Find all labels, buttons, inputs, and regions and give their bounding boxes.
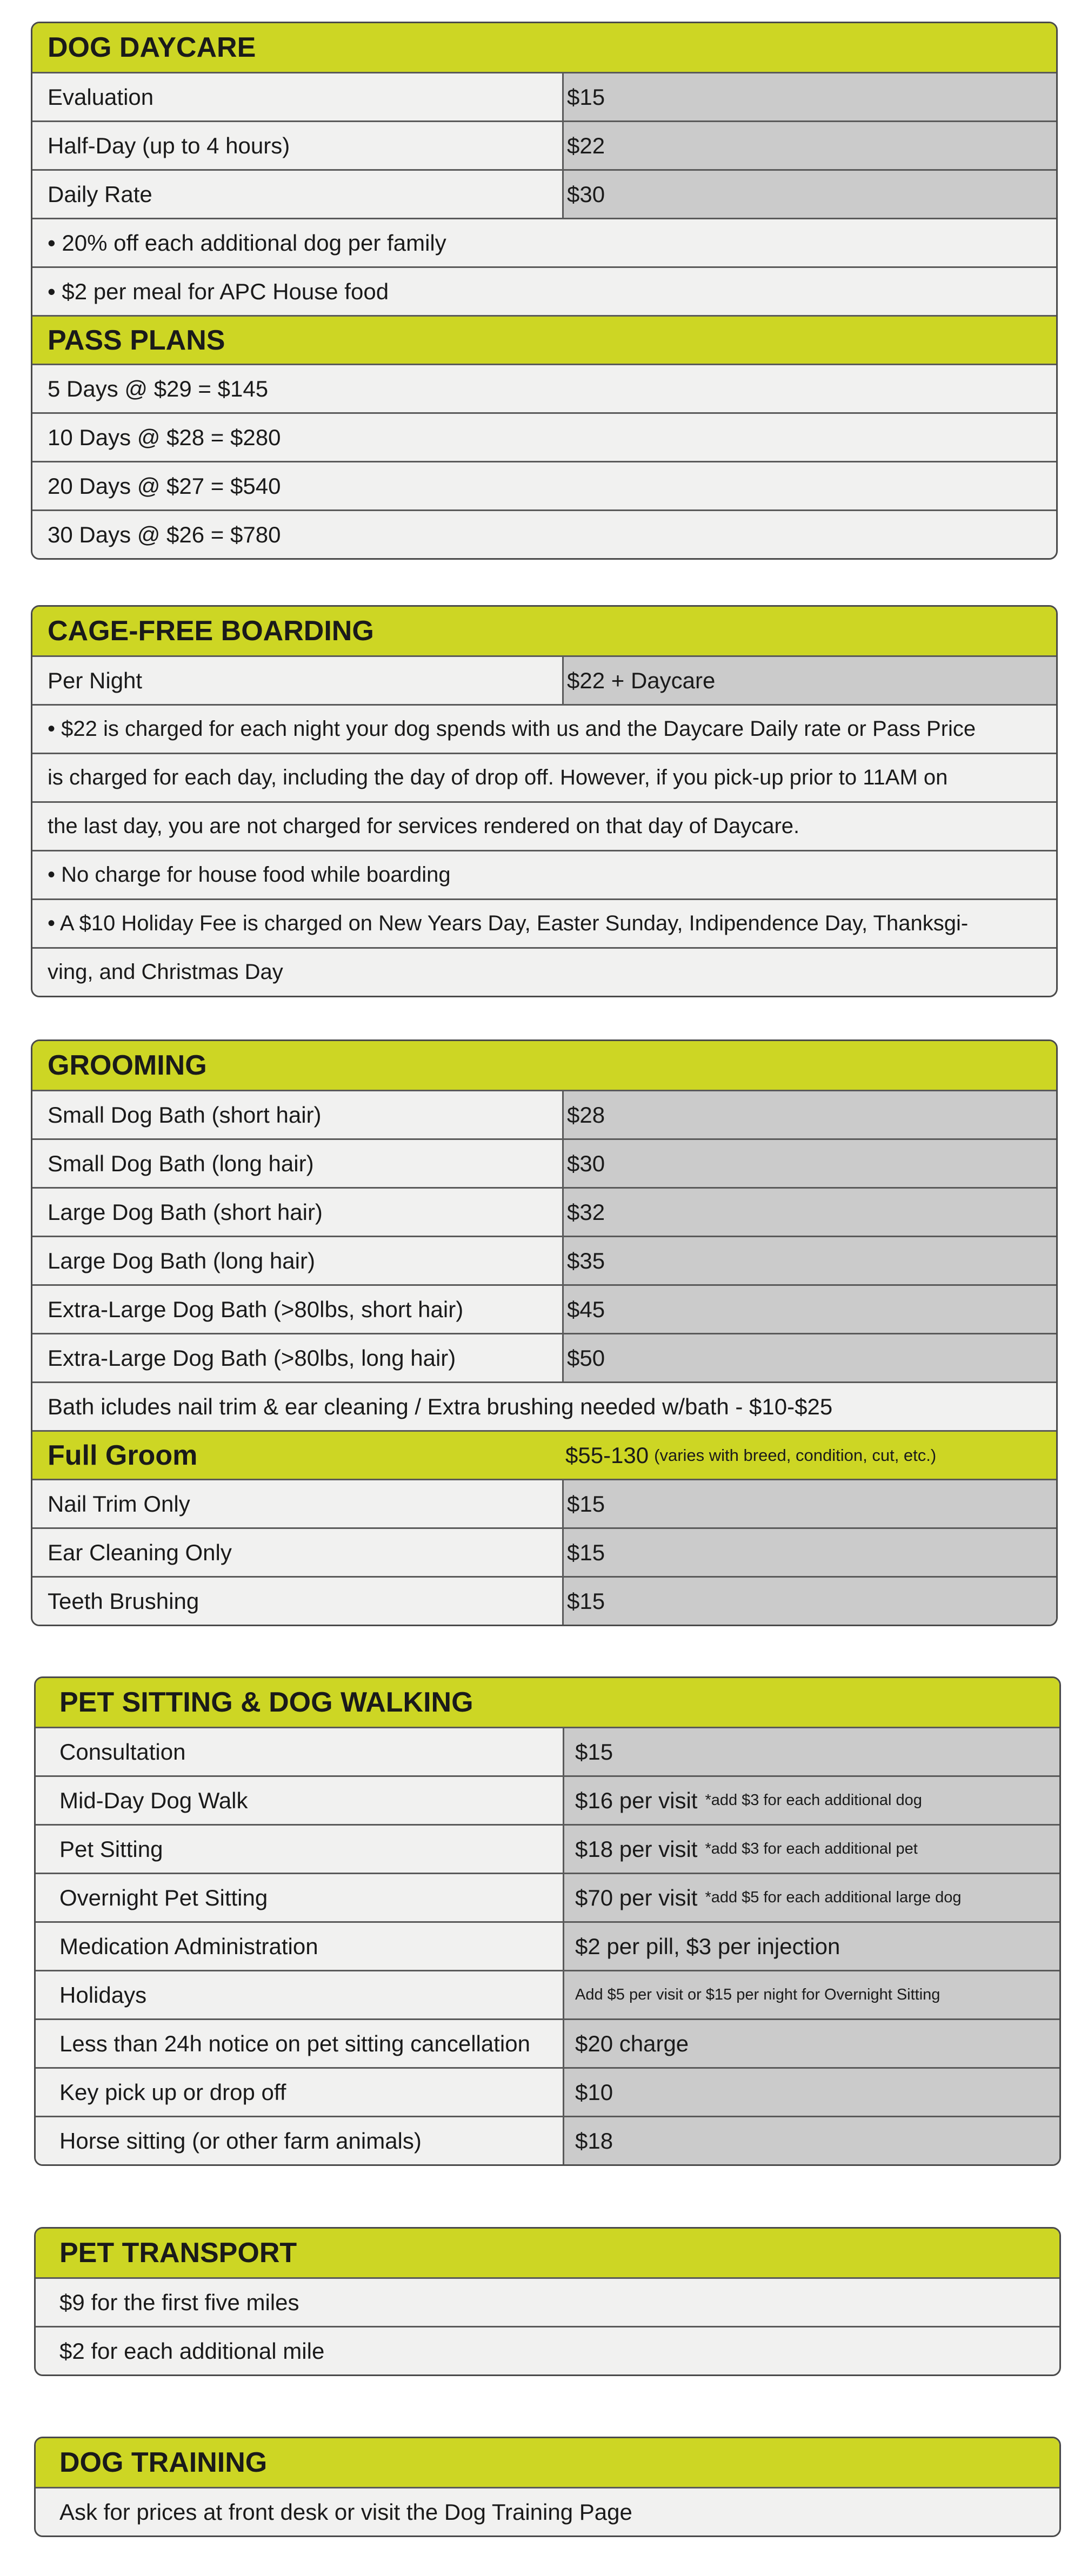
note-row bbox=[32, 850, 1056, 898]
price-row bbox=[32, 1090, 1056, 1138]
note-row bbox=[32, 898, 1056, 947]
full-groom-header bbox=[32, 1430, 1056, 1479]
price-row bbox=[32, 1333, 1056, 1381]
service-price-cell bbox=[563, 1728, 1059, 1775]
service-price: $18 per visit bbox=[575, 1836, 698, 1862]
service-price: $15 bbox=[562, 1480, 1056, 1527]
service-label: Holidays bbox=[36, 1971, 563, 2018]
grooming-title: GROOMING bbox=[48, 1050, 207, 1081]
sitting-title: PET SITTING & DOG WALKING bbox=[59, 1687, 473, 1718]
service-label: Mid-Day Dog Walk bbox=[36, 1777, 563, 1824]
sitting-header bbox=[36, 1678, 1059, 1727]
service-price: $15 bbox=[562, 73, 1056, 120]
training-header bbox=[36, 2438, 1059, 2487]
grooming-header bbox=[32, 1041, 1056, 1090]
full-groom-price: $55-130 bbox=[565, 1442, 649, 1468]
service-label: Key pick up or drop off bbox=[36, 2069, 563, 2116]
price-row bbox=[32, 655, 1056, 704]
note-text: the last day, you are not charged for services rendered on that day of Daycare. bbox=[48, 814, 800, 838]
service-price-cell bbox=[563, 1971, 1059, 2018]
price-row bbox=[36, 1824, 1059, 1873]
note-text: • No charge for house food while boarding bbox=[48, 863, 451, 887]
price-row bbox=[36, 1873, 1059, 1921]
service-note: *add $3 for each additional pet bbox=[705, 1840, 918, 1857]
note-row bbox=[32, 266, 1056, 315]
training-card bbox=[34, 2437, 1061, 2537]
price-row bbox=[32, 120, 1056, 169]
pass-text: 5 Days @ $29 = $145 bbox=[48, 375, 269, 401]
note-text: Bath icludes nail trim & ear cleaning / Extra brushing needed w/bath - $10-$25 bbox=[48, 1393, 833, 1419]
service-label: Extra-Large Dog Bath (>80lbs, short hair) bbox=[32, 1286, 562, 1333]
service-price: $32 bbox=[562, 1189, 1056, 1236]
service-label: Small Dog Bath (short hair) bbox=[32, 1091, 562, 1138]
pass-plans-title: PASS PLANS bbox=[48, 324, 225, 356]
note-row bbox=[32, 1381, 1056, 1430]
note-text: • $2 per meal for APC House food bbox=[48, 278, 389, 304]
note-row bbox=[36, 2487, 1059, 2535]
service-label: Evaluation bbox=[32, 73, 562, 120]
note-text: Ask for prices at front desk or visit the Dog Training Page bbox=[59, 2499, 632, 2525]
price-row bbox=[32, 1138, 1056, 1187]
full-groom-note: (varies with breed, condition, cut, etc.) bbox=[654, 1445, 937, 1465]
price-row bbox=[36, 2018, 1059, 2067]
service-price: $28 bbox=[562, 1091, 1056, 1138]
service-label: Daily Rate bbox=[32, 171, 562, 218]
service-price: $35 bbox=[562, 1237, 1056, 1284]
service-note: *add $5 for each additional large dog bbox=[705, 1889, 962, 1906]
service-note: *add $3 for each additional dog bbox=[705, 1792, 922, 1809]
pass-text: 10 Days @ $28 = $280 bbox=[48, 424, 281, 450]
price-row bbox=[32, 1284, 1056, 1333]
note-row bbox=[32, 218, 1056, 266]
service-price: $15 bbox=[575, 1739, 613, 1765]
full-groom-price-cell bbox=[562, 1432, 1056, 1479]
service-price: $10 bbox=[575, 2079, 613, 2105]
pass-row bbox=[32, 461, 1056, 509]
service-label: Teeth Brushing bbox=[32, 1578, 562, 1625]
service-price: $22 + Daycare bbox=[562, 657, 1056, 704]
price-row bbox=[36, 2067, 1059, 2116]
daycare-header bbox=[32, 23, 1056, 72]
service-label: Half-Day (up to 4 hours) bbox=[32, 122, 562, 169]
service-price-cell bbox=[563, 2020, 1059, 2067]
service-price: $15 bbox=[562, 1578, 1056, 1625]
service-price: $30 bbox=[562, 171, 1056, 218]
price-row bbox=[32, 1527, 1056, 1576]
service-label: Small Dog Bath (long hair) bbox=[32, 1140, 562, 1187]
service-note: Add $5 per visit or $15 per night for Overnight Sitting bbox=[575, 1986, 940, 2003]
price-row bbox=[36, 2116, 1059, 2164]
note-text: is charged for each day, including the day of drop off. However, if you pick-up prior to 11AM on bbox=[48, 766, 948, 789]
service-price-cell bbox=[563, 2069, 1059, 2116]
service-label: Extra-Large Dog Bath (>80lbs, long hair) bbox=[32, 1334, 562, 1381]
note-row bbox=[32, 704, 1056, 753]
transport-title: PET TRANSPORT bbox=[59, 2237, 297, 2269]
boarding-card bbox=[31, 605, 1058, 997]
training-title: DOG TRAINING bbox=[59, 2447, 268, 2478]
price-row bbox=[32, 1576, 1056, 1625]
full-groom-label: Full Groom bbox=[32, 1432, 562, 1479]
transport-card bbox=[34, 2227, 1061, 2376]
note-text: • A $10 Holiday Fee is charged on New Years Day, Easter Sunday, Indipendence Day, Thanksgi- bbox=[48, 911, 969, 935]
service-price-cell bbox=[563, 1874, 1059, 1921]
price-row bbox=[32, 169, 1056, 218]
service-price: $45 bbox=[562, 1286, 1056, 1333]
service-label: Per Night bbox=[32, 657, 562, 704]
pass-text: 30 Days @ $26 = $780 bbox=[48, 521, 281, 547]
pass-row bbox=[32, 412, 1056, 461]
service-price-cell bbox=[563, 1826, 1059, 1873]
grooming-card bbox=[31, 1039, 1058, 1626]
service-price: $18 bbox=[575, 2128, 613, 2154]
price-row bbox=[36, 1921, 1059, 1970]
price-row bbox=[36, 1775, 1059, 1824]
note-text: • 20% off each additional dog per family bbox=[48, 230, 446, 256]
service-label: Ear Cleaning Only bbox=[32, 1529, 562, 1576]
service-label: Consultation bbox=[36, 1728, 563, 1775]
boarding-header bbox=[32, 607, 1056, 655]
service-price: $30 bbox=[562, 1140, 1056, 1187]
boarding-title: CAGE-FREE BOARDING bbox=[48, 615, 374, 647]
note-text: ving, and Christmas Day bbox=[48, 960, 283, 984]
price-row bbox=[32, 1479, 1056, 1527]
price-row bbox=[36, 1727, 1059, 1775]
pass-row bbox=[32, 509, 1056, 558]
sitting-card bbox=[34, 1676, 1061, 2166]
service-price: $50 bbox=[562, 1334, 1056, 1381]
service-price-cell bbox=[563, 2117, 1059, 2164]
service-label: Nail Trim Only bbox=[32, 1480, 562, 1527]
price-row bbox=[32, 72, 1056, 120]
service-price: $15 bbox=[562, 1529, 1056, 1576]
price-row bbox=[32, 1187, 1056, 1236]
service-price: $16 per visit bbox=[575, 1787, 698, 1813]
daycare-card bbox=[31, 22, 1058, 560]
pass-plans-header bbox=[32, 315, 1056, 364]
service-label: Less than 24h notice on pet sitting cancellation bbox=[36, 2020, 563, 2067]
service-price: $22 bbox=[562, 122, 1056, 169]
price-row bbox=[32, 1236, 1056, 1284]
note-text: $9 for the first five miles bbox=[59, 2289, 299, 2315]
service-label: Large Dog Bath (short hair) bbox=[32, 1189, 562, 1236]
service-label: Large Dog Bath (long hair) bbox=[32, 1237, 562, 1284]
service-price-cell bbox=[563, 1923, 1059, 1970]
service-price-cell bbox=[563, 1777, 1059, 1824]
note-text: • $22 is charged for each night your dog spends with us and the Daycare Daily rate or Pass Price bbox=[48, 717, 976, 741]
note-row bbox=[36, 2326, 1059, 2374]
note-row bbox=[36, 2277, 1059, 2326]
service-price: $2 per pill, $3 per injection bbox=[575, 1933, 840, 1959]
service-label: Medication Administration bbox=[36, 1923, 563, 1970]
service-price: $20 charge bbox=[575, 2030, 689, 2056]
note-row bbox=[32, 947, 1056, 996]
pass-text: 20 Days @ $27 = $540 bbox=[48, 473, 281, 499]
transport-header bbox=[36, 2229, 1059, 2277]
service-label: Horse sitting (or other farm animals) bbox=[36, 2117, 563, 2164]
service-label: Pet Sitting bbox=[36, 1826, 563, 1873]
note-row bbox=[32, 753, 1056, 801]
price-row bbox=[36, 1970, 1059, 2018]
pass-row bbox=[32, 364, 1056, 412]
service-label: Overnight Pet Sitting bbox=[36, 1874, 563, 1921]
service-price: $70 per visit bbox=[575, 1884, 698, 1910]
note-row bbox=[32, 801, 1056, 850]
daycare-title: DOG DAYCARE bbox=[48, 32, 256, 63]
note-text: $2 for each additional mile bbox=[59, 2338, 325, 2364]
